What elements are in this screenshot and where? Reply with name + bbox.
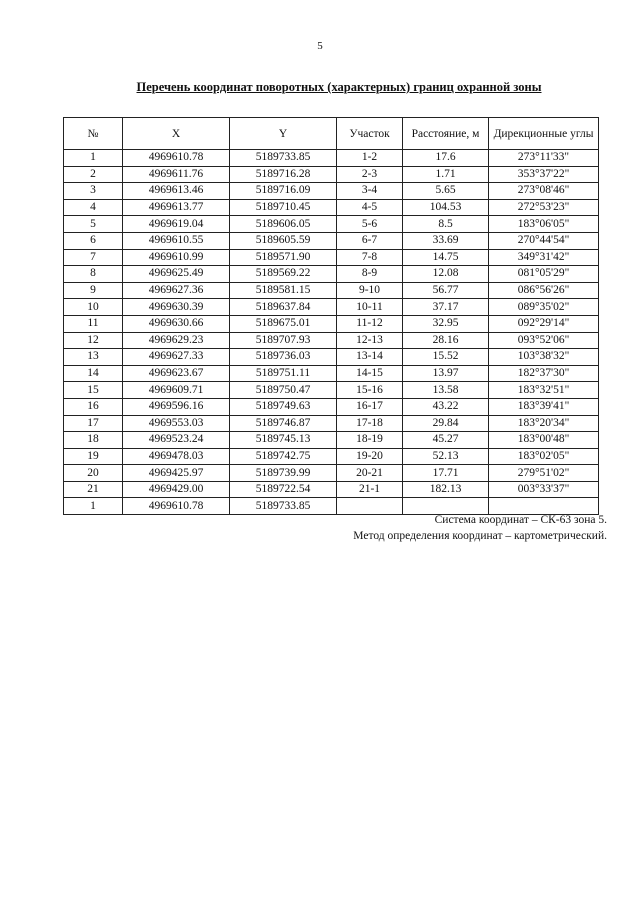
table-row: [64, 481, 599, 498]
distance-cell: 33.69: [403, 232, 489, 249]
document-title: Перечень координат поворотных (характерных) границ охранной зоны: [136, 80, 542, 94]
point-number-cell: 1: [64, 150, 123, 167]
table-row: [64, 282, 599, 299]
x-cell: 4969610.99: [123, 249, 230, 266]
x-cell: 4969425.97: [123, 465, 230, 482]
angle-cell: 089°35'02": [489, 299, 599, 316]
point-number-cell: 7: [64, 249, 123, 266]
section-cell: 20-21: [337, 465, 403, 482]
angle-cell: 003°33'37": [489, 481, 599, 498]
section-cell: 9-10: [337, 282, 403, 299]
section-cell: 2-3: [337, 166, 403, 183]
table-row: [64, 498, 599, 515]
point-number-cell: 12: [64, 332, 123, 349]
table-row: [64, 382, 599, 399]
section-cell: 21-1: [337, 481, 403, 498]
page-number: 5: [317, 40, 323, 52]
table-row: [64, 349, 599, 366]
y-cell: 5189746.87: [230, 415, 337, 432]
distance-cell: 12.08: [403, 266, 489, 283]
table-row: [64, 266, 599, 283]
point-number-cell: 10: [64, 299, 123, 316]
angle-cell: 273°11'33": [489, 150, 599, 167]
col-distance-header: Расстояние, м: [403, 118, 489, 150]
section-cell: [337, 498, 403, 515]
section-cell: 6-7: [337, 232, 403, 249]
table-body: [64, 150, 599, 515]
point-number-cell: 14: [64, 365, 123, 382]
table-header-row: [64, 118, 599, 150]
distance-cell: 17.6: [403, 150, 489, 167]
table-row: [64, 299, 599, 316]
section-cell: 3-4: [337, 183, 403, 200]
point-number-cell: 17: [64, 415, 123, 432]
table-row: [64, 448, 599, 465]
method-note: Метод определения координат – картометрический.: [353, 530, 607, 542]
section-cell: 15-16: [337, 382, 403, 399]
x-cell: 4969623.67: [123, 365, 230, 382]
distance-cell: 15.52: [403, 349, 489, 366]
y-cell: 5189745.13: [230, 432, 337, 449]
point-number-cell: 5: [64, 216, 123, 233]
distance-cell: 43.22: [403, 398, 489, 415]
section-cell: 7-8: [337, 249, 403, 266]
x-cell: 4969478.03: [123, 448, 230, 465]
section-cell: 12-13: [337, 332, 403, 349]
y-cell: 5189742.75: [230, 448, 337, 465]
angle-cell: 103°38'32": [489, 349, 599, 366]
section-cell: 14-15: [337, 365, 403, 382]
distance-cell: 14.75: [403, 249, 489, 266]
point-number-cell: 21: [64, 481, 123, 498]
coordinates-table: [63, 117, 599, 515]
table-row: [64, 398, 599, 415]
point-number-cell: 20: [64, 465, 123, 482]
y-cell: 5189749.63: [230, 398, 337, 415]
table-row: [64, 166, 599, 183]
table-row: [64, 150, 599, 167]
section-cell: 17-18: [337, 415, 403, 432]
table-row: [64, 432, 599, 449]
angle-cell: 086°56'26": [489, 282, 599, 299]
point-number-cell: 11: [64, 315, 123, 332]
col-y-header: Y: [230, 118, 337, 150]
distance-cell: 13.97: [403, 365, 489, 382]
section-cell: 10-11: [337, 299, 403, 316]
point-number-cell: 18: [64, 432, 123, 449]
distance-cell: 29.84: [403, 415, 489, 432]
table-row: [64, 315, 599, 332]
point-number-cell: 19: [64, 448, 123, 465]
distance-cell: 5.65: [403, 183, 489, 200]
point-number-cell: 4: [64, 199, 123, 216]
y-cell: 5189605.59: [230, 232, 337, 249]
x-cell: 4969627.33: [123, 349, 230, 366]
y-cell: 5189581.15: [230, 282, 337, 299]
y-cell: 5189637.84: [230, 299, 337, 316]
y-cell: 5189722.54: [230, 481, 337, 498]
angle-cell: 182°37'30": [489, 365, 599, 382]
section-cell: 8-9: [337, 266, 403, 283]
table-row: [64, 216, 599, 233]
section-cell: 16-17: [337, 398, 403, 415]
angle-cell: 183°20'34": [489, 415, 599, 432]
point-number-cell: 9: [64, 282, 123, 299]
point-number-cell: 1: [64, 498, 123, 515]
y-cell: 5189716.09: [230, 183, 337, 200]
point-number-cell: 6: [64, 232, 123, 249]
angle-cell: 081°05'29": [489, 266, 599, 283]
y-cell: 5189569.22: [230, 266, 337, 283]
angle-cell: 270°44'54": [489, 232, 599, 249]
y-cell: 5189739.99: [230, 465, 337, 482]
table-row: [64, 199, 599, 216]
col-number-header: №: [64, 118, 123, 150]
y-cell: 5189736.03: [230, 349, 337, 366]
point-number-cell: 15: [64, 382, 123, 399]
angle-cell: 279°51'02": [489, 465, 599, 482]
x-cell: 4969610.78: [123, 150, 230, 167]
x-cell: 4969629.23: [123, 332, 230, 349]
distance-cell: 182.13: [403, 481, 489, 498]
section-cell: 5-6: [337, 216, 403, 233]
x-cell: 4969613.77: [123, 199, 230, 216]
x-cell: 4969613.46: [123, 183, 230, 200]
x-cell: 4969553.03: [123, 415, 230, 432]
y-cell: 5189707.93: [230, 332, 337, 349]
point-number-cell: 2: [64, 166, 123, 183]
x-cell: 4969611.76: [123, 166, 230, 183]
section-cell: 1-2: [337, 150, 403, 167]
section-cell: 18-19: [337, 432, 403, 449]
point-number-cell: 13: [64, 349, 123, 366]
col-angle-header: Дирекционные углы: [489, 118, 599, 150]
y-cell: 5189606.05: [230, 216, 337, 233]
x-cell: 4969630.39: [123, 299, 230, 316]
angle-cell: 183°00'48": [489, 432, 599, 449]
y-cell: 5189716.28: [230, 166, 337, 183]
y-cell: 5189675.01: [230, 315, 337, 332]
distance-cell: 104.53: [403, 199, 489, 216]
angle-cell: 349°31'42": [489, 249, 599, 266]
angle-cell: 273°08'46": [489, 183, 599, 200]
angle-cell: 353°37'22": [489, 166, 599, 183]
angle-cell: 183°32'51": [489, 382, 599, 399]
y-cell: 5189751.11: [230, 365, 337, 382]
x-cell: 4969625.49: [123, 266, 230, 283]
table-row: [64, 232, 599, 249]
x-cell: 4969429.00: [123, 481, 230, 498]
section-cell: 4-5: [337, 199, 403, 216]
angle-cell: 183°06'05": [489, 216, 599, 233]
x-cell: 4969630.66: [123, 315, 230, 332]
distance-cell: 13.58: [403, 382, 489, 399]
distance-cell: 32.95: [403, 315, 489, 332]
y-cell: 5189750.47: [230, 382, 337, 399]
distance-cell: [403, 498, 489, 515]
y-cell: 5189733.85: [230, 150, 337, 167]
table-row: [64, 183, 599, 200]
x-cell: 4969627.36: [123, 282, 230, 299]
y-cell: 5189571.90: [230, 249, 337, 266]
distance-cell: 8.5: [403, 216, 489, 233]
section-cell: 19-20: [337, 448, 403, 465]
distance-cell: 1.71: [403, 166, 489, 183]
point-number-cell: 3: [64, 183, 123, 200]
angle-cell: [489, 498, 599, 515]
table-row: [64, 465, 599, 482]
table-row: [64, 415, 599, 432]
angle-cell: 272°53'23": [489, 199, 599, 216]
x-cell: 4969523.24: [123, 432, 230, 449]
coordinate-system-note: Система координат – СК-63 зона 5.: [434, 514, 607, 526]
col-x-header: X: [123, 118, 230, 150]
distance-cell: 45.27: [403, 432, 489, 449]
point-number-cell: 16: [64, 398, 123, 415]
angle-cell: 183°39'41": [489, 398, 599, 415]
y-cell: 5189733.85: [230, 498, 337, 515]
x-cell: 4969596.16: [123, 398, 230, 415]
distance-cell: 17.71: [403, 465, 489, 482]
x-cell: 4969610.78: [123, 498, 230, 515]
section-cell: 11-12: [337, 315, 403, 332]
col-section-header: Участок: [337, 118, 403, 150]
table-row: [64, 332, 599, 349]
x-cell: 4969610.55: [123, 232, 230, 249]
point-number-cell: 8: [64, 266, 123, 283]
distance-cell: 52.13: [403, 448, 489, 465]
angle-cell: 093°52'06": [489, 332, 599, 349]
y-cell: 5189710.45: [230, 199, 337, 216]
distance-cell: 37.17: [403, 299, 489, 316]
x-cell: 4969609.71: [123, 382, 230, 399]
x-cell: 4969619.04: [123, 216, 230, 233]
distance-cell: 56.77: [403, 282, 489, 299]
angle-cell: 092°29'14": [489, 315, 599, 332]
section-cell: 13-14: [337, 349, 403, 366]
distance-cell: 28.16: [403, 332, 489, 349]
angle-cell: 183°02'05": [489, 448, 599, 465]
table-row: [64, 249, 599, 266]
table-row: [64, 365, 599, 382]
